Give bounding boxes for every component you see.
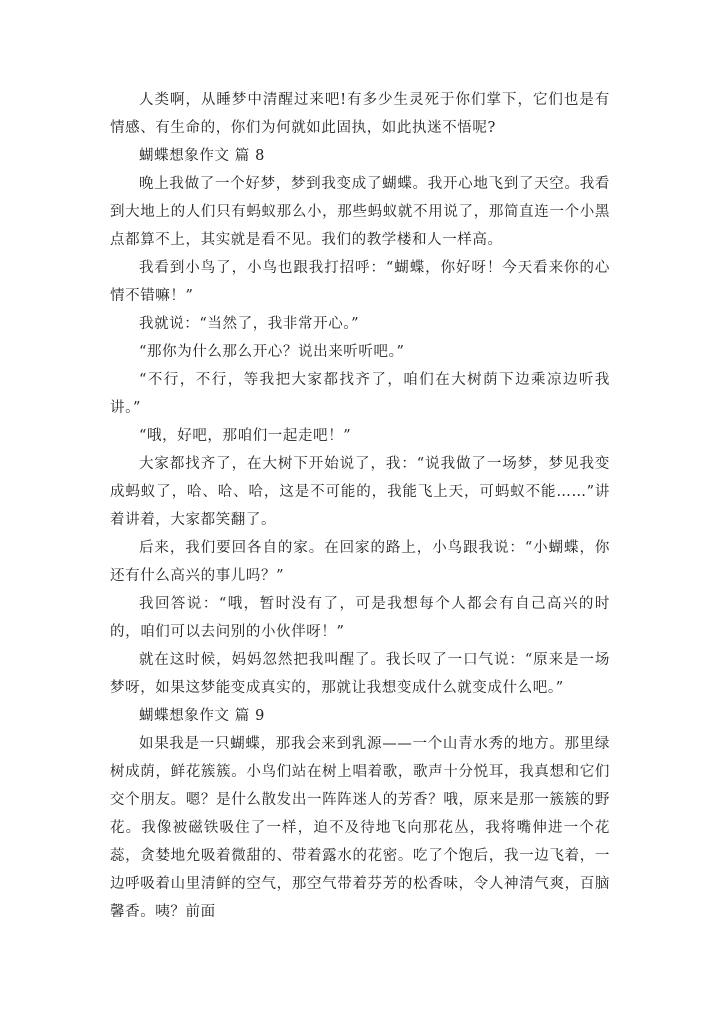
section-heading: 蝴蝶想象作文 篇 8 (139, 148, 265, 164)
paragraph: 我回答说：“哦，暂时没有了，可是我想每个人都会有自己高兴的时的，咱们可以去问别的小伙伴呀！” (110, 596, 610, 640)
paragraph: “那你为什么那么开心？说出来听听吧。” (139, 344, 405, 360)
paragraph: 晚上我做了一个好梦，梦到我变成了蝴蝶。我开心地飞到了天空。我看到大地上的人们只有蚂蚁那么小，那些蚂蚁就不用说了，那简直连一个小黑点都算不上，其实就是看不见。我们的教学楼和人一样高。 (110, 176, 610, 248)
paragraph: 后来，我们要回各自的家。在回家的路上，小鸟跟我说：“小蝴蝶，你还有什么高兴的事儿吗？” (110, 540, 610, 584)
paragraph: 我看到小鸟了，小鸟也跟我打招呼：“蝴蝶，你好呀！今天看来你的心情不错嘛！” (110, 260, 610, 304)
paragraph: 人类啊，从睡梦中清醒过来吧!有多少生灵死于你们掌下，它们也是有情感、有生命的，你们为何就如此固执，如此执迷不悟呢? (110, 92, 610, 136)
paragraph: 就在这时候，妈妈忽然把我叫醒了。我长叹了一口气说：“原来是一场梦呀，如果这梦能变成真实的，那就让我想变成什么就变成什么吧。” (110, 652, 610, 696)
paragraph: 大家都找齐了，在大树下开始说了，我：“说我做了一场梦，梦见我变成蚂蚁了，哈、哈、哈，这是不可能的，我能飞上天，可蚂蚁不能……”讲着讲着，大家都笑翻了。 (110, 456, 610, 528)
paragraph: “哦，好吧，那咱们一起走吧！” (139, 428, 352, 444)
paragraph: 如果我是一只蝴蝶，那我会来到乳源——一个山青水秀的地方。那里绿树成荫，鲜花簇簇。小鸟们站在树上唱着歌，歌声十分悦耳，我真想和它们交个朋友。嗯？是什么散发出一阵阵迷人的芳香？哦，原来是那一簇簇的野花。我像被磁铁吸住了一样，迫不及待地飞向那花丛，我将嘴伸进一个花蕊，贪婪地允吸着微甜的、带着露水的花密。吃了个饱后，我一边飞着，一边呼吸着山里清鲜的空气，那空气带着芬芳的松香味，令人神清气爽，百脑馨香。咦？前面 (110, 736, 610, 920)
section-heading: 蝴蝶想象作文 篇 9 (139, 708, 265, 724)
paragraph: 我就说：“当然了，我非常开心。” (139, 316, 360, 332)
paragraph: “不行，不行，等我把大家都找齐了，咱们在大树荫下边乘凉边听我讲。” (110, 372, 610, 416)
